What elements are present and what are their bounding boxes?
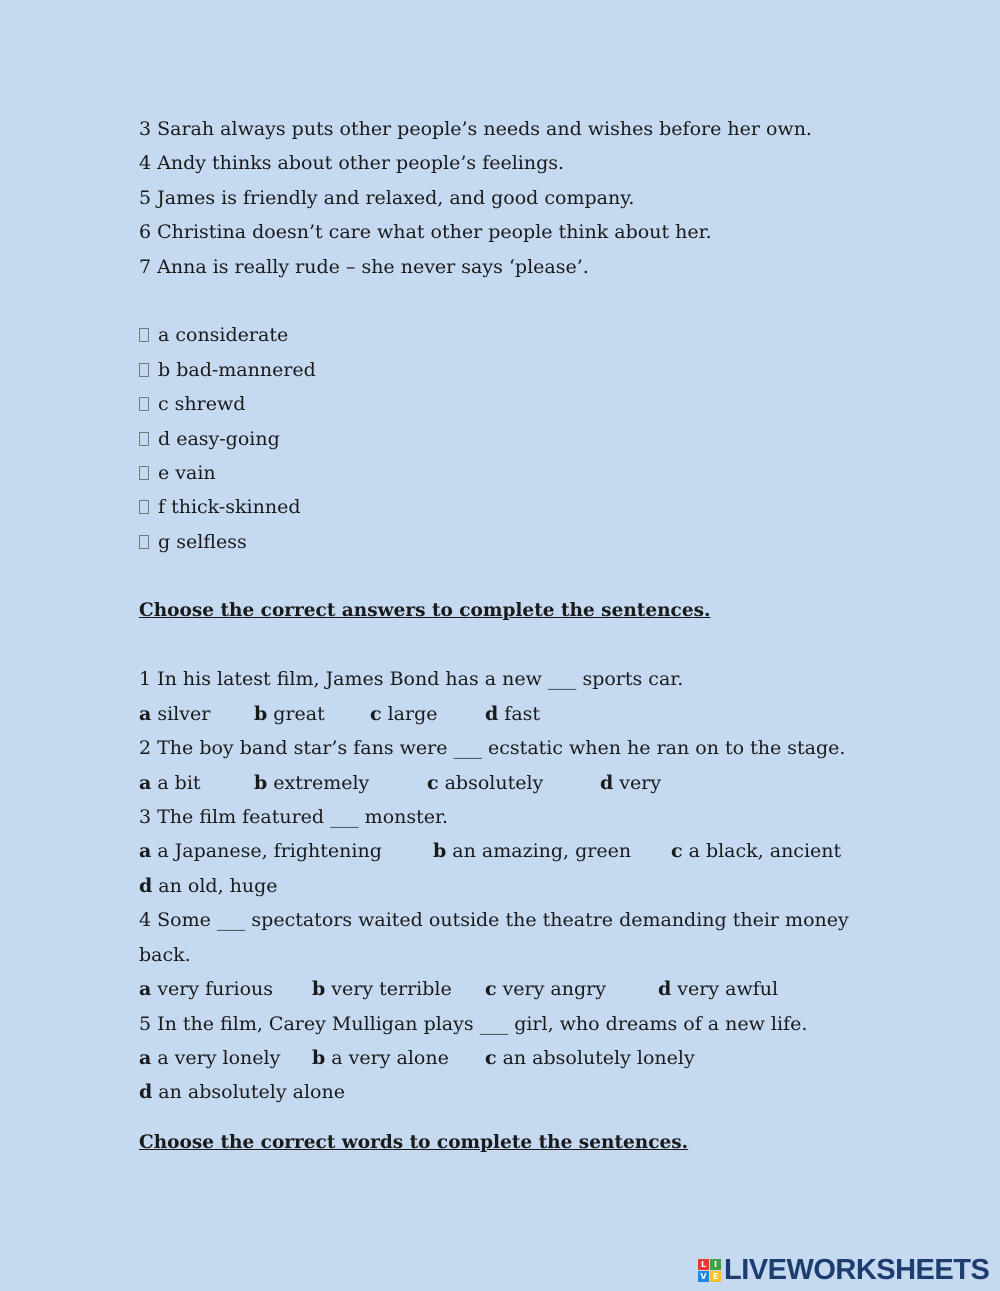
option-a[interactable] (139, 318, 859, 352)
answer-text: an old, huge (158, 874, 278, 897)
spacer (139, 284, 859, 318)
answer-option[interactable] (485, 1041, 695, 1075)
section-heading-answers: Choose the correct answers to complete the sentences. (139, 599, 711, 621)
answer-text: very (619, 771, 662, 794)
answer-text: an absolutely alone (158, 1081, 345, 1104)
logo-text: LIVEWORKSHEETS (724, 1254, 990, 1286)
answer-letter: c (370, 702, 382, 725)
option-label: a considerate (158, 324, 289, 347)
option-label: d easy-going (158, 427, 280, 450)
option-g[interactable] (139, 525, 859, 559)
section-heading-words: Choose the correct words to complete the sentences. (139, 1131, 689, 1153)
answer-text: a black, ancient (688, 840, 842, 863)
answer-letter: a (139, 840, 152, 863)
option-f[interactable] (139, 490, 859, 524)
spacer (139, 1110, 859, 1126)
answer-text: a very lonely (157, 1046, 281, 1069)
answer-text: very angry (502, 978, 606, 1001)
statement-6: 6 Christina doesn’t care what other people think about her. (139, 221, 712, 244)
checkbox-icon[interactable] (139, 328, 149, 342)
answer-text: large (387, 702, 438, 725)
answer-letter: b (433, 840, 447, 863)
option-b[interactable] (139, 353, 859, 387)
option-d[interactable] (139, 422, 859, 456)
answer-text: silver (157, 702, 211, 725)
answer-option[interactable] (312, 1041, 485, 1075)
question-4-text: 4 Some ___ spectators waited outside the theatre demanding their money (139, 909, 849, 932)
question-1-text: 1 In his latest film, James Bond has a new ___ sports car. (139, 668, 684, 691)
answer-option[interactable] (671, 834, 841, 868)
question-2-answers (139, 766, 859, 800)
question-5-answers (139, 1041, 859, 1075)
logo-badge-icon (698, 1259, 721, 1282)
spacer (139, 559, 859, 593)
answer-option[interactable] (485, 972, 658, 1006)
logo-badge-letter: I (710, 1259, 721, 1270)
answer-letter: c (485, 978, 497, 1001)
statement-4: 4 Andy thinks about other people’s feelings. (139, 152, 565, 175)
answer-option[interactable] (139, 972, 312, 1006)
checkbox-icon[interactable] (139, 466, 149, 480)
answer-letter: b (312, 1046, 326, 1069)
answer-text: absolutely (444, 771, 544, 794)
answer-letter: b (312, 978, 326, 1001)
answer-option[interactable] (312, 972, 485, 1006)
question-5-text: 5 In the film, Carey Mulligan plays ___ girl, who dreams of a new life. (139, 1012, 808, 1035)
liveworksheets-logo[interactable] (698, 1254, 989, 1287)
answer-text: fast (504, 702, 541, 725)
answer-option[interactable] (658, 972, 778, 1006)
answer-option[interactable] (600, 766, 661, 800)
answer-option[interactable] (254, 697, 370, 731)
question-1-answers (139, 697, 859, 731)
answer-letter: c (671, 840, 683, 863)
option-c[interactable] (139, 387, 859, 421)
answer-letter: d (139, 1081, 153, 1104)
answer-letter: d (658, 978, 672, 1001)
answer-letter: b (254, 771, 268, 794)
answer-letter: a (139, 771, 152, 794)
worksheet-content (139, 112, 859, 1160)
answer-option[interactable] (139, 1041, 312, 1075)
answer-letter: a (139, 1046, 152, 1069)
statement-3: 3 Sarah always puts other people’s needs and wishes before her own. (139, 118, 812, 140)
option-label: e vain (158, 462, 216, 485)
answer-text: extremely (273, 771, 370, 794)
question-4-answers (139, 972, 859, 1006)
answer-option[interactable] (427, 766, 600, 800)
logo-badge-letter: L (698, 1259, 709, 1270)
answer-text: an absolutely lonely (502, 1046, 695, 1069)
answer-option[interactable] (139, 1075, 859, 1109)
answer-letter: c (427, 771, 439, 794)
question-2-text: 2 The boy band star’s fans were ___ ecstatic when he ran on to the stage. (139, 737, 846, 760)
answer-letter: a (139, 978, 152, 1001)
answer-option[interactable] (139, 697, 254, 731)
answer-text: an amazing, green (452, 840, 632, 863)
option-label: f thick-skinned (158, 496, 301, 519)
answer-letter: d (139, 874, 153, 897)
answer-letter: c (485, 1046, 497, 1069)
question-3-text: 3 The film featured ___ monster. (139, 806, 449, 829)
answer-option[interactable] (485, 697, 540, 731)
logo-badge-letter: V (698, 1271, 709, 1282)
option-label: g selfless (158, 530, 247, 553)
answer-option[interactable] (370, 697, 485, 731)
answer-option[interactable] (254, 766, 427, 800)
logo-badge-letter: E (710, 1271, 721, 1282)
answer-letter: a (139, 702, 152, 725)
statement-7: 7 Anna is really rude – she never says ‘please’. (139, 255, 589, 278)
statement-5: 5 James is friendly and relaxed, and good company. (139, 186, 635, 209)
option-e[interactable] (139, 456, 859, 490)
answer-text: very terrible (331, 978, 452, 1001)
answer-letter: d (600, 771, 614, 794)
question-4-text-cont: back. (139, 943, 191, 966)
option-label: c shrewd (158, 393, 246, 416)
answer-text: a Japanese, frightening (157, 840, 382, 863)
answer-text: a very alone (331, 1046, 449, 1069)
checkbox-icon[interactable] (139, 500, 149, 514)
checkbox-icon[interactable] (139, 363, 149, 377)
answer-text: a bit (157, 771, 201, 794)
answer-letter: b (254, 702, 268, 725)
answer-option[interactable] (139, 766, 254, 800)
answer-text: great (273, 702, 325, 725)
answer-text: very awful (677, 978, 779, 1001)
question-3-answers (139, 834, 859, 868)
checkbox-icon[interactable] (139, 535, 149, 549)
answer-option[interactable] (433, 834, 671, 868)
checkbox-icon[interactable] (139, 397, 149, 411)
checkbox-icon[interactable] (139, 432, 149, 446)
answer-text: very furious (157, 978, 274, 1001)
answer-option[interactable] (139, 869, 859, 903)
option-label: b bad-mannered (158, 358, 316, 381)
spacer (139, 628, 859, 662)
answer-option[interactable] (139, 834, 433, 868)
answer-letter: d (485, 702, 499, 725)
